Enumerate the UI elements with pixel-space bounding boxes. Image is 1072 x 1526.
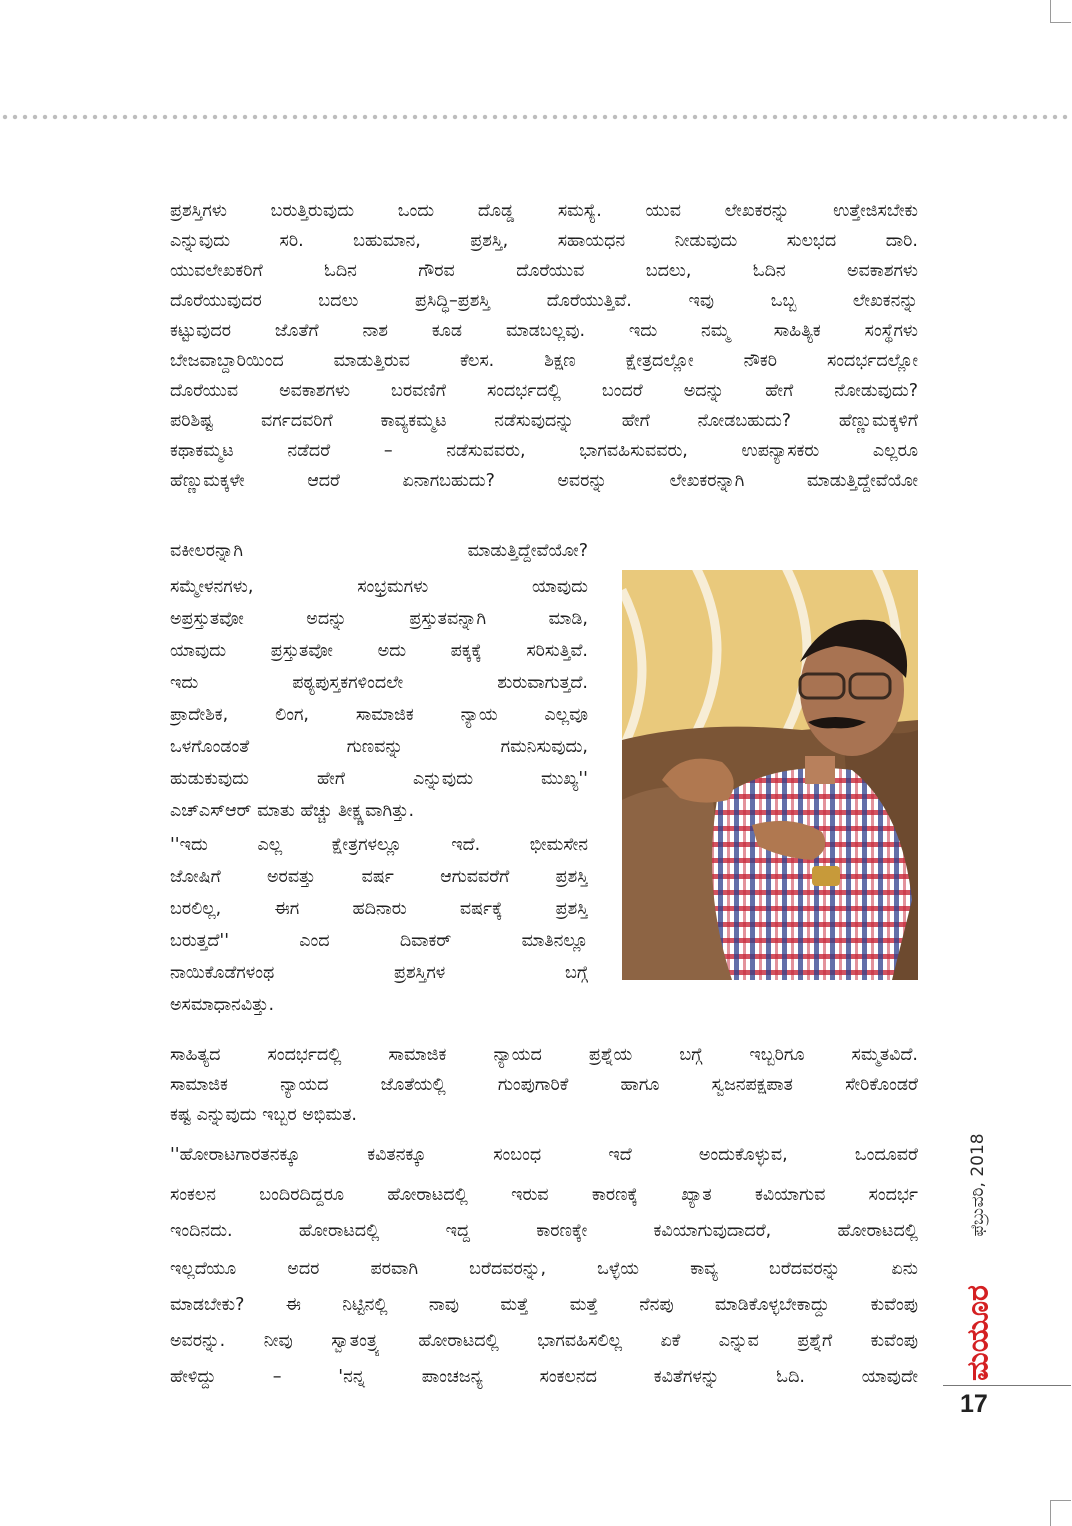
text-line: ವಕೀಲರನ್ನಾಗಿ ಮಾಡುತ್ತಿದ್ದೇವೆಯೋ? (170, 541, 588, 561)
text-line: ಇಲ್ಲದೆಯೂ ಅದರ ಪರವಾಗಿ ಬರೆದವರನ್ನು, ಒಳ್ಳೆಯ ಕಾವ್ಯ ಬರೆದವರನ್ನು ಏನು (170, 1259, 918, 1279)
crop-mark-top-right (1050, 0, 1071, 23)
text-line: ಇಂದಿನದು. ಹೋರಾಟದಲ್ಲಿ ಇದ್ದ ಕಾರಣಕ್ಕೇ ಕವಿಯಾಗುವುದಾದರೆ, ಹೋರಾಟದಲ್ಲಿ (170, 1221, 918, 1241)
text-line: ದೊರೆಯುವ ಅವಕಾಶಗಳು ಬರವಣಿಗೆ ಸಂದರ್ಭದಲ್ಲಿ ಬಂದರೆ ಅದನ್ನು ಹೇಗೆ ನೋಡುವುದು? (170, 381, 918, 401)
text-line: ದೊರೆಯುವುದರ ಬದಲು ಪ್ರಸಿದ್ಧಿ–ಪ್ರಶಸ್ತಿ ದೊರೆಯುತ್ತಿವೆ. ಇವು ಒಬ್ಬ ಲೇಖಕನನ್ನು (170, 291, 918, 311)
issue-date-label: ಫೆಬ್ರುವರಿ, 2018 (968, 1133, 988, 1237)
text-line: ಇದು ಪಠ್ಯಪುಸ್ತಕಗಳಿಂದಲೇ ಶುರುವಾಗುತ್ತದೆ. (170, 673, 588, 693)
text-line: ''ಹೋರಾಟಗಾರತನಕ್ಕೂ ಕವಿತನಕ್ಕೂ ಸಂಬಂಧ ಇದೆ ಅಂದುಕೊಳ್ಳುವ, ಒಂದೂವರೆ (170, 1145, 918, 1165)
text-line: ಹೇಳಿದ್ದು – 'ನನ್ನ ಪಾಂಚಜನ್ಯ ಸಂಕಲನದ ಕವಿತೆಗಳನ್ನು ಓದಿ. ಯಾವುದೇ (170, 1367, 918, 1387)
text-line: ಪ್ರಾದೇಶಿಕ, ಲಿಂಗ, ಸಾಮಾಜಿಕ ನ್ಯಾಯ ಎಲ್ಲವೂ (170, 705, 588, 725)
text-line: ಜೋಷಿಗೆ ಅರವತ್ತು ವರ್ಷ ಆಗುವವರೆಗೆ ಪ್ರಶಸ್ತಿ (170, 867, 588, 887)
text-line: ಕಟ್ಟುವುದರ ಜೊತೆಗೆ ನಾಶ ಕೂಡ ಮಾಡಬಲ್ಲವು. ಇದು ನಮ್ಮ ಸಾಹಿತ್ಯಿಕ ಸಂಸ್ಥೆಗಳು (170, 321, 918, 341)
text-line: ಬರುತ್ತದೆ'' ಎಂದ ದಿವಾಕರ್ ಮಾತಿನಲ್ಲೂ (170, 931, 588, 951)
text-line: ಮಾಡಬೇಕು? ಈ ನಿಟ್ಟಿನಲ್ಲಿ ನಾವು ಮತ್ತೆ ಮತ್ತೆ ನೆನಪು ಮಾಡಿಕೊಳ್ಳಬೇಕಾದ್ದು ಕುವೆಂಪು (170, 1295, 918, 1315)
text-line: ಕಷ್ಟ ಎನ್ನುವುದು ಇಬ್ಬರ ಅಭಿಮತ. (170, 1105, 357, 1125)
text-line: ಹೆಣ್ಣುಮಕ್ಕಳೇ ಆದರೆ ಏನಾಗಬಹುದು? ಅವರನ್ನು ಲೇಖಕರನ್ನಾಗಿ ಮಾಡುತ್ತಿದ್ದೇವೆಯೋ (170, 471, 918, 491)
text-line: ಯಾವುದು ಪ್ರಸ್ತುತವೋ ಅದು ಪಕ್ಕಕ್ಕೆ ಸರಿಸುತ್ತಿವೆ. (170, 641, 588, 661)
page-number-rule (943, 1385, 1071, 1386)
text-line: ಸಾಮಾಜಿಕ ನ್ಯಾಯದ ಜೊತೆಯಲ್ಲಿ ಗುಂಪುಗಾರಿಕೆ ಹಾಗೂ ಸ್ವಜನಪಕ್ಷಪಾತ ಸೇರಿಕೊಂಡರೆ (170, 1075, 918, 1095)
text-line: ಪ್ರಶಸ್ತಿಗಳು ಬರುತ್ತಿರುವುದು ಒಂದು ದೊಡ್ಡ ಸಮಸ್ಯೆ. ಯುವ ಲೇಖಕರನ್ನು ಉತ್ತೇಜಿಸಬೇಕು (170, 201, 918, 221)
text-line: ಯುವಲೇಖಕರಿಗೆ ಓದಿನ ಗೌರವ ದೊರೆಯುವ ಬದಲು, ಓದಿನ ಅವಕಾಶಗಳು (170, 261, 918, 281)
interview-photo (622, 570, 918, 980)
photo-icon (622, 570, 918, 980)
text-line: ಅಸಮಾಧಾನವಿತ್ತು. (170, 995, 275, 1015)
text-line: ಒಳಗೊಂಡಂತೆ ಗುಣವನ್ನು ಗಮನಿಸುವುದು, (170, 737, 588, 757)
text-line: ಬರಲಿಲ್ಲ, ಈಗ ಹದಿನಾರು ವರ್ಷಕ್ಕೆ ಪ್ರಶಸ್ತಿ (170, 899, 588, 919)
text-line: ಎಚ್ಎಸ್ಆರ್ ಮಾತು ಹೆಚ್ಚು ತೀಕ್ಷ್ಣವಾಗಿತ್ತು. (170, 801, 415, 821)
text-line: ಸಂಕಲನ ಬಂದಿರದಿದ್ದರೂ ಹೋರಾಟದಲ್ಲಿ ಇರುವ ಕಾರಣಕ್ಕೆ ಖ್ಯಾತ ಕವಿಯಾಗುವ ಸಂದರ್ಭ (170, 1185, 918, 1205)
text-line: ಪರಿಶಿಷ್ಟ ವರ್ಗದವರಿಗೆ ಕಾವ್ಯಕಮ್ಮಟ ನಡೆಸುವುದನ್ನು ಹೇಗೆ ನೋಡಬಹುದು? ಹೆಣ್ಣುಮಕ್ಕಳಿಗೆ (170, 411, 918, 431)
text-line: ಎನ್ನುವುದು ಸರಿ. ಬಹುಮಾನ, ಪ್ರಶಸ್ತಿ, ಸಹಾಯಧನ ನೀಡುವುದು ಸುಲಭದ ದಾರಿ. (170, 231, 918, 251)
crop-mark-bottom-right (1050, 1500, 1071, 1526)
text-line: ಹುಡುಕುವುದು ಹೇಗೆ ಎನ್ನುವುದು ಮುಖ್ಯ'' (170, 769, 588, 789)
text-line: ಅವರನ್ನು. ನೀವು ಸ್ವಾತಂತ್ರ್ಯ ಹೋರಾಟದಲ್ಲಿ ಭಾಗವಹಿಸಲಿಲ್ಲ ಏಕೆ ಎನ್ನುವ ಪ್ರಶ್ನೆಗೆ ಕುವೆಂಪು (170, 1331, 918, 1351)
magazine-brand-logo: ಮಯೂರ (960, 1284, 996, 1381)
text-line: ಕಥಾಕಮ್ಮಟ ನಡೆದರೆ – ನಡೆಸುವವರು, ಭಾಗವಹಿಸುವವರು, ಉಪನ್ಯಾಸಕರು ಎಲ್ಲರೂ (170, 441, 918, 461)
text-line: ಸಮ್ಮೇಳನಗಳು, ಸಂಭ್ರಮಗಳು ಯಾವುದು (170, 577, 588, 597)
text-line: ಅಪ್ರಸ್ತುತವೋ ಅದನ್ನು ಪ್ರಸ್ತುತವನ್ನಾಗಿ ಮಾಡಿ, (170, 609, 588, 629)
text-line: ಸಾಹಿತ್ಯದ ಸಂದರ್ಭದಲ್ಲಿ ಸಾಮಾಜಿಕ ನ್ಯಾಯದ ಪ್ರಶ್ನೆಯ ಬಗ್ಗೆ ಇಬ್ಬರಿಗೂ ಸಮ್ಮತವಿದೆ. (170, 1045, 918, 1065)
dotted-divider (0, 114, 1072, 120)
text-line: ಬೇಜವಾಬ್ದಾರಿಯಿಂದ ಮಾಡುತ್ತಿರುವ ಕೆಲಸ. ಶಿಕ್ಷಣ ಕ್ಷೇತ್ರದಲ್ಲೋ ನೌಕರಿ ಸಂದರ್ಭದಲ್ಲೋ (170, 351, 918, 371)
text-line: ''ಇದು ಎಲ್ಲ ಕ್ಷೇತ್ರಗಳಲ್ಲೂ ಇದೆ. ಭೀಮಸೇನ (170, 835, 588, 855)
page-number: 17 (960, 1390, 988, 1418)
text-line: ನಾಯಿಕೊಡೆಗಳಂಥ ಪ್ರಶಸ್ತಿಗಳ ಬಗ್ಗೆ (170, 963, 588, 983)
